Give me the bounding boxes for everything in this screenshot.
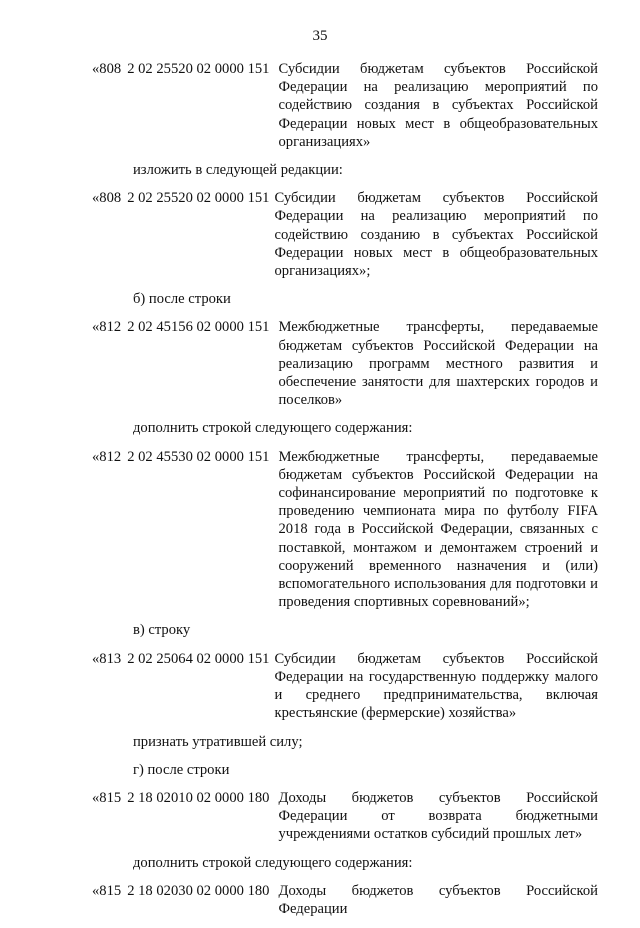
kbk-code: 2 02 25520 02 0000 151 <box>127 190 270 207</box>
amendment-instruction: б) после строки <box>133 291 231 308</box>
admin-code: «808 <box>92 190 122 207</box>
row-description: Доходы бюджетов субъектов Российской Федерации от возврата бюджетными учреждениями остатков субсидий прошлых лет» <box>278 789 598 843</box>
budget-code-row <box>92 189 598 280</box>
admin-code: «812 <box>92 319 122 336</box>
code-cell <box>92 789 269 807</box>
kbk-code: 2 18 02030 02 0000 180 <box>127 882 270 899</box>
amendment-instruction: дополнить строкой следующего содержания: <box>133 854 413 871</box>
kbk-code: 2 18 02010 02 0000 180 <box>127 789 270 806</box>
kbk-code: 2 02 45156 02 0000 151 <box>127 319 270 336</box>
amendment-instruction: изложить в следующей редакции: <box>133 162 343 179</box>
budget-code-row <box>92 650 598 723</box>
kbk-code: 2 02 25064 02 0000 151 <box>127 650 270 667</box>
code-cell <box>92 189 269 207</box>
row-description: Межбюджетные трансферты, передаваемые бюджетам субъектов Российской Федерации на софинансирование мероприятий по подготовке к проведению чемпионата мира по футболу FIFA 2018 года в Российской Федерации, связанных с поставкой, монтажом и демонтажем строений и сооружений временного назначения и (или) вспомогательного использования для подготовки и проведения спортивных соревнований»; <box>278 448 598 611</box>
kbk-code: 2 02 25520 02 0000 151 <box>127 61 270 77</box>
budget-code-row <box>92 789 598 844</box>
amendment-instruction: в) строку <box>133 622 191 639</box>
budget-code-row <box>92 448 598 612</box>
budget-code-row <box>92 318 598 409</box>
admin-code: «815 <box>92 882 122 899</box>
code-cell <box>92 650 269 668</box>
admin-code: «815 <box>92 789 122 806</box>
row-description: Доходы бюджетов субъектов Российской Федерации <box>278 882 598 917</box>
row-description: Субсидии бюджетам субъектов Российской Федерации на государственную поддержку малого и среднего предпринимательства, включая крестьянские (фермерские) хозяйства» <box>274 650 598 722</box>
page-number: 35 <box>312 28 328 44</box>
budget-code-row <box>92 60 598 151</box>
admin-code: «813 <box>92 650 122 667</box>
amendment-instruction: г) после строки <box>133 761 230 778</box>
row-description: Межбюджетные трансферты, передаваемые бюджетам субъектов Российской Федерации на реализацию программ местного развития и обеспечение занятости для шахтерских городов и поселков» <box>278 319 598 409</box>
code-cell <box>92 448 269 466</box>
budget-code-row <box>92 882 598 918</box>
code-cell <box>92 882 269 900</box>
amendment-instruction: дополнить строкой следующего содержания: <box>133 420 413 437</box>
kbk-code: 2 02 45530 02 0000 151 <box>127 448 270 465</box>
row-description: Субсидии бюджетам субъектов Российской Федерации на реализацию мероприятий по содействию созданию в субъектах Российской Федерации новых мест в общеобразовательных организациях»; <box>274 190 598 280</box>
admin-code: «808 <box>92 61 122 77</box>
code-cell <box>92 318 269 336</box>
document-body <box>92 60 598 928</box>
code-cell <box>92 60 269 78</box>
row-description: Субсидии бюджетам субъектов Российской Федерации на реализацию мероприятий по содействию создания в субъектах Российской Федерации новых мест в общеобразовательных организациях» <box>278 61 598 150</box>
admin-code: «812 <box>92 448 122 465</box>
amendment-instruction: признать утратившей силу; <box>133 733 303 750</box>
